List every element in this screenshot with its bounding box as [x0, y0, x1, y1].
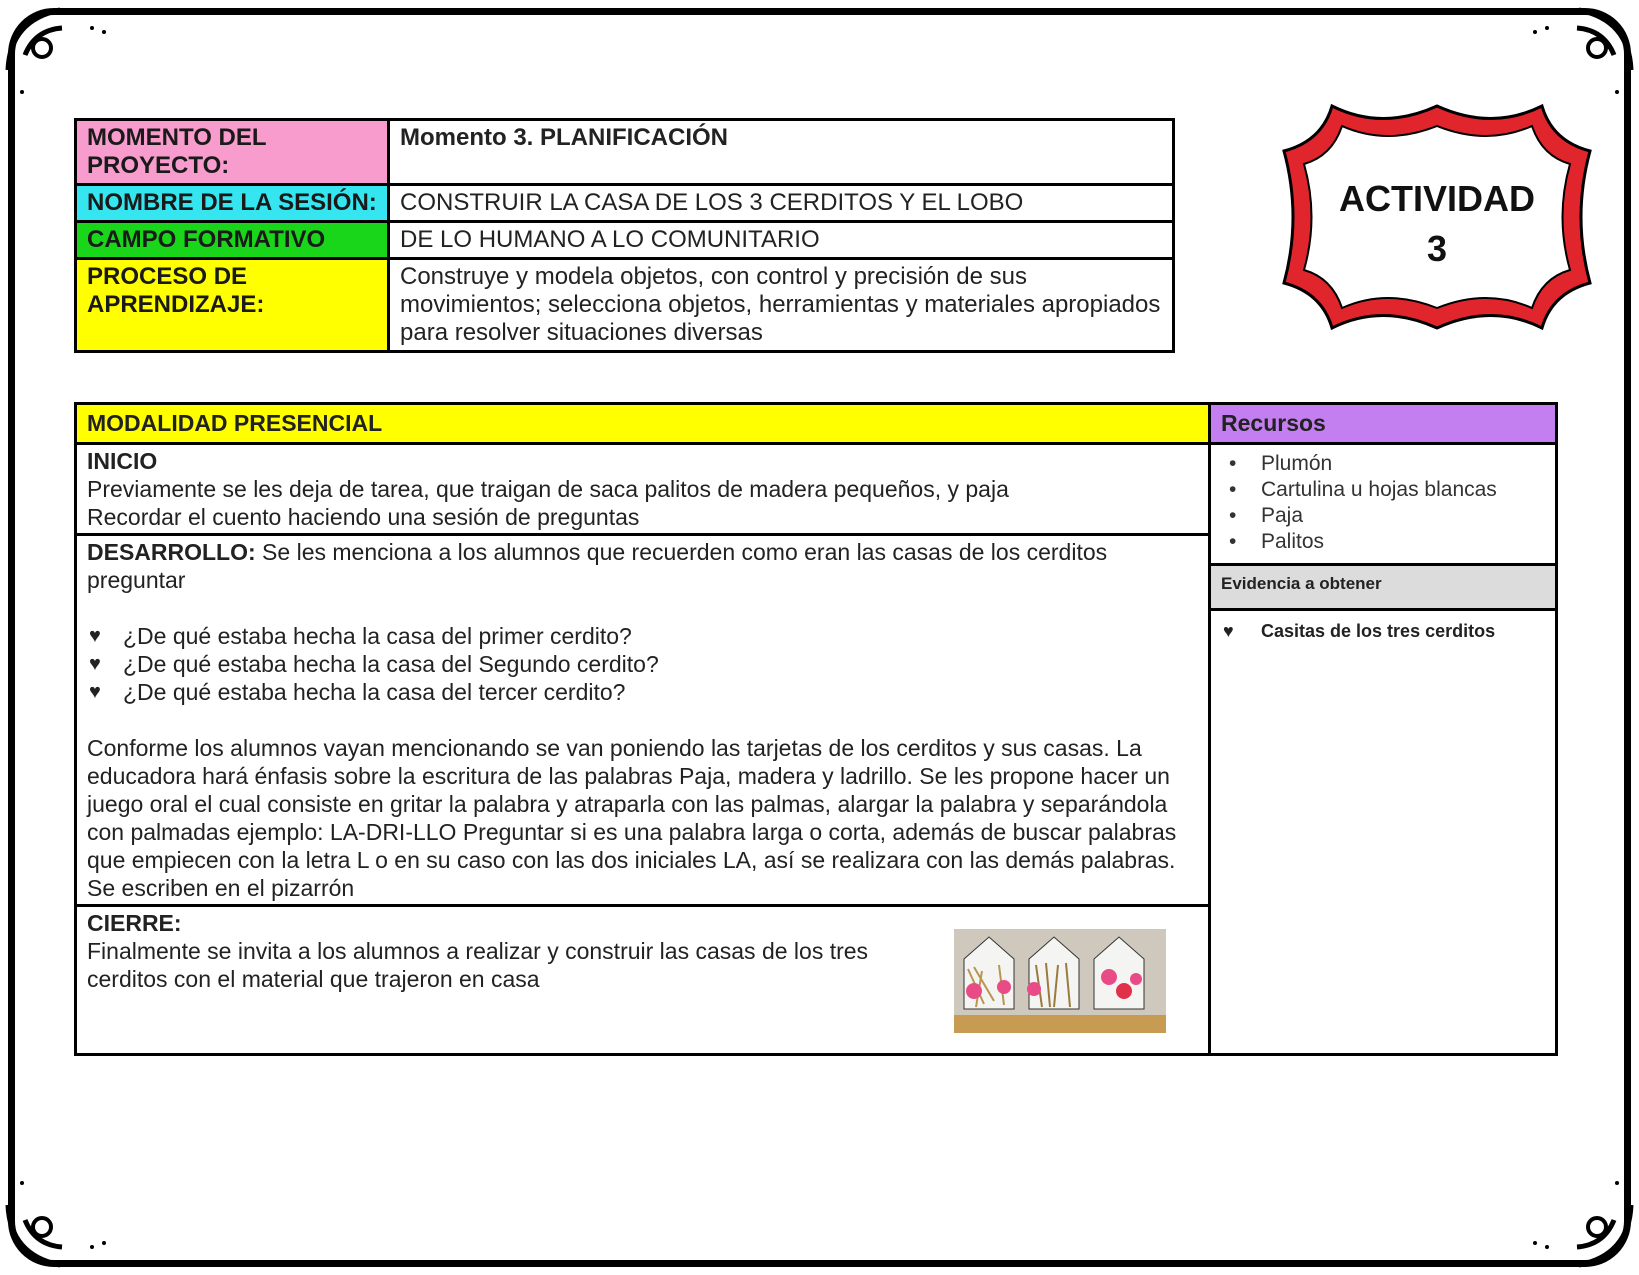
cierre-title: CIERRE: — [87, 910, 182, 936]
resources-title: Recursos — [1210, 404, 1557, 444]
evidence-item — [1211, 611, 1555, 651]
question-item: ♥ ¿De qué estaba hecha la casa del primer cerdito? — [87, 622, 1198, 650]
resource-item: • Paja — [1221, 503, 1545, 529]
sesion-value: CONSTRUIR LA CASA DE LOS 3 CERDITOS Y EL LOBO — [389, 185, 1174, 222]
question-item: ♥ ¿De qué estaba hecha la casa del tercer cerdito? — [87, 678, 1198, 706]
session-plan-table — [74, 402, 1558, 1056]
corner-ornament-bottom-right — [1529, 1165, 1639, 1275]
campo-label: CAMPO FORMATIVO — [76, 222, 389, 259]
questions-list — [87, 622, 1198, 706]
badge-title: ACTIVIDAD — [1339, 178, 1535, 219]
inicio-line-2: Recordar el cuento haciendo una sesión de preguntas — [87, 504, 640, 530]
resource-item: • Plumón — [1221, 451, 1545, 477]
cierre-text: Finalmente se invita a los alumnos a realizar y construir las casas de los tres cerditos con el material que trajeron en casa — [87, 938, 869, 992]
resource-item: • Cartulina u hojas blancas — [1221, 477, 1545, 503]
sesion-label: NOMBRE DE LA SESIÓN: — [76, 185, 389, 222]
corner-ornament-top-right — [1529, 0, 1639, 110]
modality-title: MODALIDAD PRESENCIAL — [76, 404, 1210, 444]
desarrollo-section — [76, 535, 1210, 906]
info-row-momento — [76, 120, 1174, 185]
heart-bullet-icon: ♥ — [1223, 621, 1234, 641]
badge-number: 3 — [1426, 228, 1448, 269]
evidence-title: Evidencia a obtener — [1211, 563, 1555, 611]
desarrollo-intro: Se les menciona a los alumnos que recuerden como eran las casas de los cerditos preguntar — [87, 539, 1108, 593]
cierre-section — [76, 906, 1210, 1055]
project-info-table — [74, 118, 1175, 353]
campo-value: DE LO HUMANO A LO COMUNITARIO — [389, 222, 1174, 259]
inicio-section — [76, 444, 1210, 535]
momento-value: Momento 3. PLANIFICACIÓN — [389, 120, 1174, 185]
resource-item: • Palitos — [1221, 529, 1545, 555]
question-item: ♥ ¿De qué estaba hecha la casa del Segundo cerdito? — [87, 650, 1198, 678]
resources-column — [1210, 444, 1557, 1055]
activity-badge — [1272, 96, 1602, 338]
evidence-item-text: Casitas de los tres cerditos — [1261, 621, 1496, 641]
inicio-title: INICIO — [87, 448, 158, 474]
resources-list — [1211, 445, 1555, 563]
corner-ornament-top-left — [0, 0, 110, 110]
info-row-sesion — [76, 185, 1174, 222]
desarrollo-title: DESARROLLO: — [87, 539, 256, 565]
proceso-value: Construye y modela objetos, con control y precisión de sus movimientos; selecciona objetos, herramientas y materiales apropiados para resolver situaciones diversas — [389, 259, 1174, 352]
corner-ornament-bottom-left — [0, 1165, 110, 1275]
info-row-proceso — [76, 259, 1174, 352]
houses-photo — [954, 929, 1166, 1033]
momento-label: MOMENTO DEL PROYECTO: — [76, 120, 389, 185]
inicio-line-1: Previamente se les deja de tarea, que traigan de saca palitos de madera pequeños, y paja — [87, 476, 1009, 502]
info-row-campo — [76, 222, 1174, 259]
proceso-label: PROCESO DE APRENDIZAJE: — [76, 259, 389, 352]
desarrollo-paragraph: Conforme los alumnos vayan mencionando se van poniendo las tarjetas de los cerditos y sus casas. La educadora hará énfasis sobre la escritura de las palabras Paja, madera y ladrillo. Se les propone hacer un juego oral el cual consiste en gritar la palabra y atraparla con las palmas, alargar la palabra y separándola con palmadas ejemplo: LA-DRI-LLO Preguntar si es una palabra larga o corta, además de buscar palabras que empiecen con la letra L o en su caso con las dos iniciales LA, así se realizara con las demás palabras. Se escriben en el pizarrón — [87, 735, 1177, 901]
